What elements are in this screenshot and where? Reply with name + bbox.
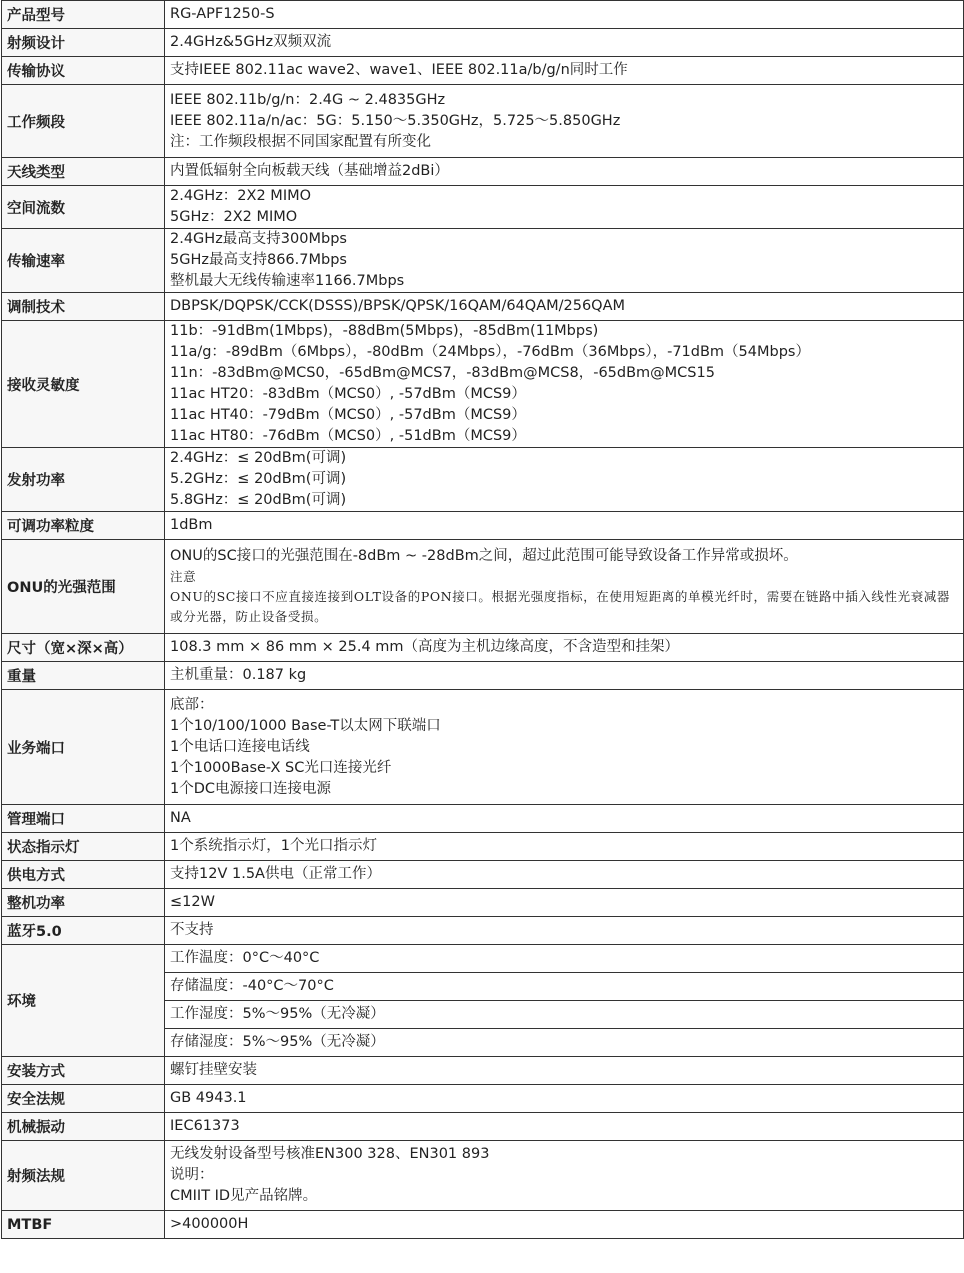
table-row — [2, 889, 964, 917]
value-line: NA — [170, 810, 191, 826]
value-line: 工作湿度：5%～95%（无冷凝） — [170, 1006, 385, 1022]
value-line: 11ac HT40：-79dBm（MCS0）, -57dBm（MCS9） — [170, 407, 526, 423]
value-line: 1个系统指示灯，1个光口指示灯 — [170, 838, 377, 854]
row-label: 工作频段 — [2, 85, 165, 158]
row-label: 传输协议 — [2, 57, 165, 85]
row-value — [165, 889, 964, 917]
table-row — [2, 1057, 964, 1085]
value-line: 支持IEEE 802.11ac wave2、wave1、IEEE 802.11a/b/g/n同时工作 — [170, 62, 628, 78]
value-line: 工作温度：0°C～40°C — [170, 950, 320, 966]
row-value — [165, 973, 964, 1001]
value-line: 1个1000Base-X SC光口连接光纤 — [170, 759, 392, 776]
table-row — [2, 448, 964, 512]
table-row — [2, 1141, 964, 1211]
value-line: CMIIT ID见产品铭牌。 — [170, 1188, 318, 1204]
value-line: 2.4GHz：2X2 MIMO — [170, 188, 312, 204]
row-label: MTBF — [2, 1211, 165, 1239]
table-row — [2, 29, 964, 57]
value-line: RG-APF1250-S — [170, 6, 275, 22]
table-row — [2, 805, 964, 833]
row-value — [165, 1029, 964, 1057]
value-line: >400000H — [170, 1216, 249, 1232]
row-value — [165, 1211, 964, 1239]
row-label: 状态指示灯 — [2, 833, 165, 861]
value-line: 11ac HT20：-83dBm（MCS0）, -57dBm（MCS9） — [170, 386, 526, 402]
spec-table — [1, 0, 964, 1239]
table-row — [2, 690, 964, 805]
row-value — [165, 158, 964, 186]
value-line: 11n：-83dBm@MCS0，-65dBm@MCS7，-83dBm@MCS8，-65dBm@MCS15 — [170, 365, 715, 381]
value-line: DBPSK/DQPSK/CCK(DSSS)/BPSK/QPSK/16QAM/64QAM/256QAM — [170, 298, 626, 314]
row-value — [165, 833, 964, 861]
row-label: 安全法规 — [2, 1085, 165, 1113]
value-line: 11b：-91dBm(1Mbps)，-88dBm(5Mbps)，-85dBm(11Mbps) — [170, 323, 599, 339]
row-label: 机械振动 — [2, 1113, 165, 1141]
table-row — [2, 634, 964, 662]
note-line: ONU的SC接口不应直接连接到OLT设备的PON接口。根据光强度指标，在使用短距离的单模光纤时，需要在链路中插入线性光衰减器或分光器，防止设备受损。 — [170, 589, 951, 624]
value-line: 整机最大无线传输速率1166.7Mbps — [170, 273, 405, 289]
value-line: 说明： — [170, 1167, 214, 1183]
row-value — [165, 540, 964, 634]
row-value — [165, 1141, 964, 1211]
value-line: IEEE 802.11a/n/ac：5G：5.150～5.350GHz，5.725～5.850GHz — [170, 112, 621, 129]
row-label: 管理端口 — [2, 805, 165, 833]
row-label: 环境 — [2, 945, 165, 1057]
value-line: 1个电话口连接电话线 — [170, 738, 310, 755]
row-value — [165, 1057, 964, 1085]
note-line: 注意 — [170, 569, 197, 584]
table-row — [2, 321, 964, 448]
row-label: 整机功率 — [2, 889, 165, 917]
value-line: 1个10/100/1000 Base-T以太网下联端口 — [170, 717, 441, 734]
value-line: 5GHz最高支持866.7Mbps — [170, 252, 347, 268]
row-label: 重量 — [2, 662, 165, 690]
value-line: 注：工作频段根据不同国家配置有所变化 — [170, 133, 431, 150]
value-line: IEEE 802.11b/g/n：2.4G ~ 2.4835GHz — [170, 91, 446, 108]
row-value — [165, 321, 964, 448]
row-label: 尺寸（宽×深×高） — [2, 634, 165, 662]
row-label: 调制技术 — [2, 293, 165, 321]
row-label: 传输速率 — [2, 229, 165, 293]
row-value — [165, 448, 964, 512]
value-line: 2.4GHz：≤ 20dBm(可调) — [170, 450, 347, 466]
table-row — [2, 861, 964, 889]
table-row — [2, 1085, 964, 1113]
table-row — [2, 293, 964, 321]
row-value — [165, 917, 964, 945]
value-line: 存储湿度：5%～95%（无冷凝） — [170, 1034, 385, 1050]
row-value — [165, 662, 964, 690]
row-label: 射频设计 — [2, 29, 165, 57]
value-line: 5.8GHz：≤ 20dBm(可调) — [170, 492, 347, 508]
value-line: 1个DC电源接口连接电源 — [170, 780, 332, 797]
value-line: 5.2GHz：≤ 20dBm(可调) — [170, 471, 347, 487]
row-label: 业务端口 — [2, 690, 165, 805]
row-value — [165, 805, 964, 833]
row-value — [165, 1113, 964, 1141]
value-line: 底部： — [170, 696, 214, 713]
value-line: 螺钉挂壁安装 — [170, 1062, 257, 1078]
row-value — [165, 634, 964, 662]
spec-table-body — [2, 1, 964, 1239]
row-label: 天线类型 — [2, 158, 165, 186]
table-row — [2, 917, 964, 945]
table-row — [2, 158, 964, 186]
value-line: 2.4GHz最高支持300Mbps — [170, 231, 347, 247]
value-line: 2.4GHz&5GHz双频双流 — [170, 34, 332, 50]
value-line: 内置低辐射全向板载天线（基础增益2dBi） — [170, 163, 449, 179]
row-value — [165, 861, 964, 889]
table-row — [2, 1113, 964, 1141]
value-line: IEC61373 — [170, 1118, 240, 1134]
table-row — [2, 229, 964, 293]
row-value — [165, 512, 964, 540]
table-row — [2, 512, 964, 540]
row-label: 发射功率 — [2, 448, 165, 512]
table-row — [2, 662, 964, 690]
table-row — [2, 945, 964, 973]
table-row — [2, 540, 964, 634]
value-line: GB 4943.1 — [170, 1090, 247, 1106]
row-label: 空间流数 — [2, 186, 165, 229]
row-label: 供电方式 — [2, 861, 165, 889]
row-value — [165, 29, 964, 57]
value-line: 存储温度：-40°C～70°C — [170, 978, 334, 994]
row-label: 产品型号 — [2, 1, 165, 29]
row-value — [165, 85, 964, 158]
row-label: 可调功率粒度 — [2, 512, 165, 540]
table-row — [2, 57, 964, 85]
value-line: 无线发射设备型号核准EN300 328、EN301 893 — [170, 1146, 490, 1162]
row-value — [165, 293, 964, 321]
row-label: ONU的光强范围 — [2, 540, 165, 634]
table-row — [2, 1, 964, 29]
table-row — [2, 833, 964, 861]
row-value — [165, 1, 964, 29]
row-value — [165, 186, 964, 229]
table-row — [2, 186, 964, 229]
value-line: ONU的SC接口的光强范围在-8dBm ~ -28dBm之间，超过此范围可能导致设备工作异常或损坏。 — [170, 548, 798, 564]
row-label: 射频法规 — [2, 1141, 165, 1211]
row-label: 接收灵敏度 — [2, 321, 165, 448]
table-row — [2, 1211, 964, 1239]
value-line: 不支持 — [170, 922, 214, 938]
row-label: 蓝牙5.0 — [2, 917, 165, 945]
row-label: 安装方式 — [2, 1057, 165, 1085]
value-line: 11ac HT80：-76dBm（MCS0）, -51dBm（MCS9） — [170, 428, 526, 444]
value-line: 主机重量：0.187 kg — [170, 667, 307, 683]
row-value — [165, 690, 964, 805]
value-line: 1dBm — [170, 517, 213, 533]
value-line: 11a/g：-89dBm（6Mbps），-80dBm（24Mbps），-76dBm（36Mbps），-71dBm（54Mbps） — [170, 344, 810, 360]
value-line: 108.3 mm × 86 mm × 25.4 mm（高度为主机边缘高度，不含造型和挂架） — [170, 639, 680, 655]
table-row — [2, 85, 964, 158]
value-line: ≤12W — [170, 894, 215, 910]
value-line: 5GHz：2X2 MIMO — [170, 209, 298, 225]
value-line: 支持12V 1.5A供电（正常工作） — [170, 866, 381, 882]
row-value — [165, 1001, 964, 1029]
row-value — [165, 945, 964, 973]
row-value — [165, 1085, 964, 1113]
row-value — [165, 229, 964, 293]
row-value — [165, 57, 964, 85]
